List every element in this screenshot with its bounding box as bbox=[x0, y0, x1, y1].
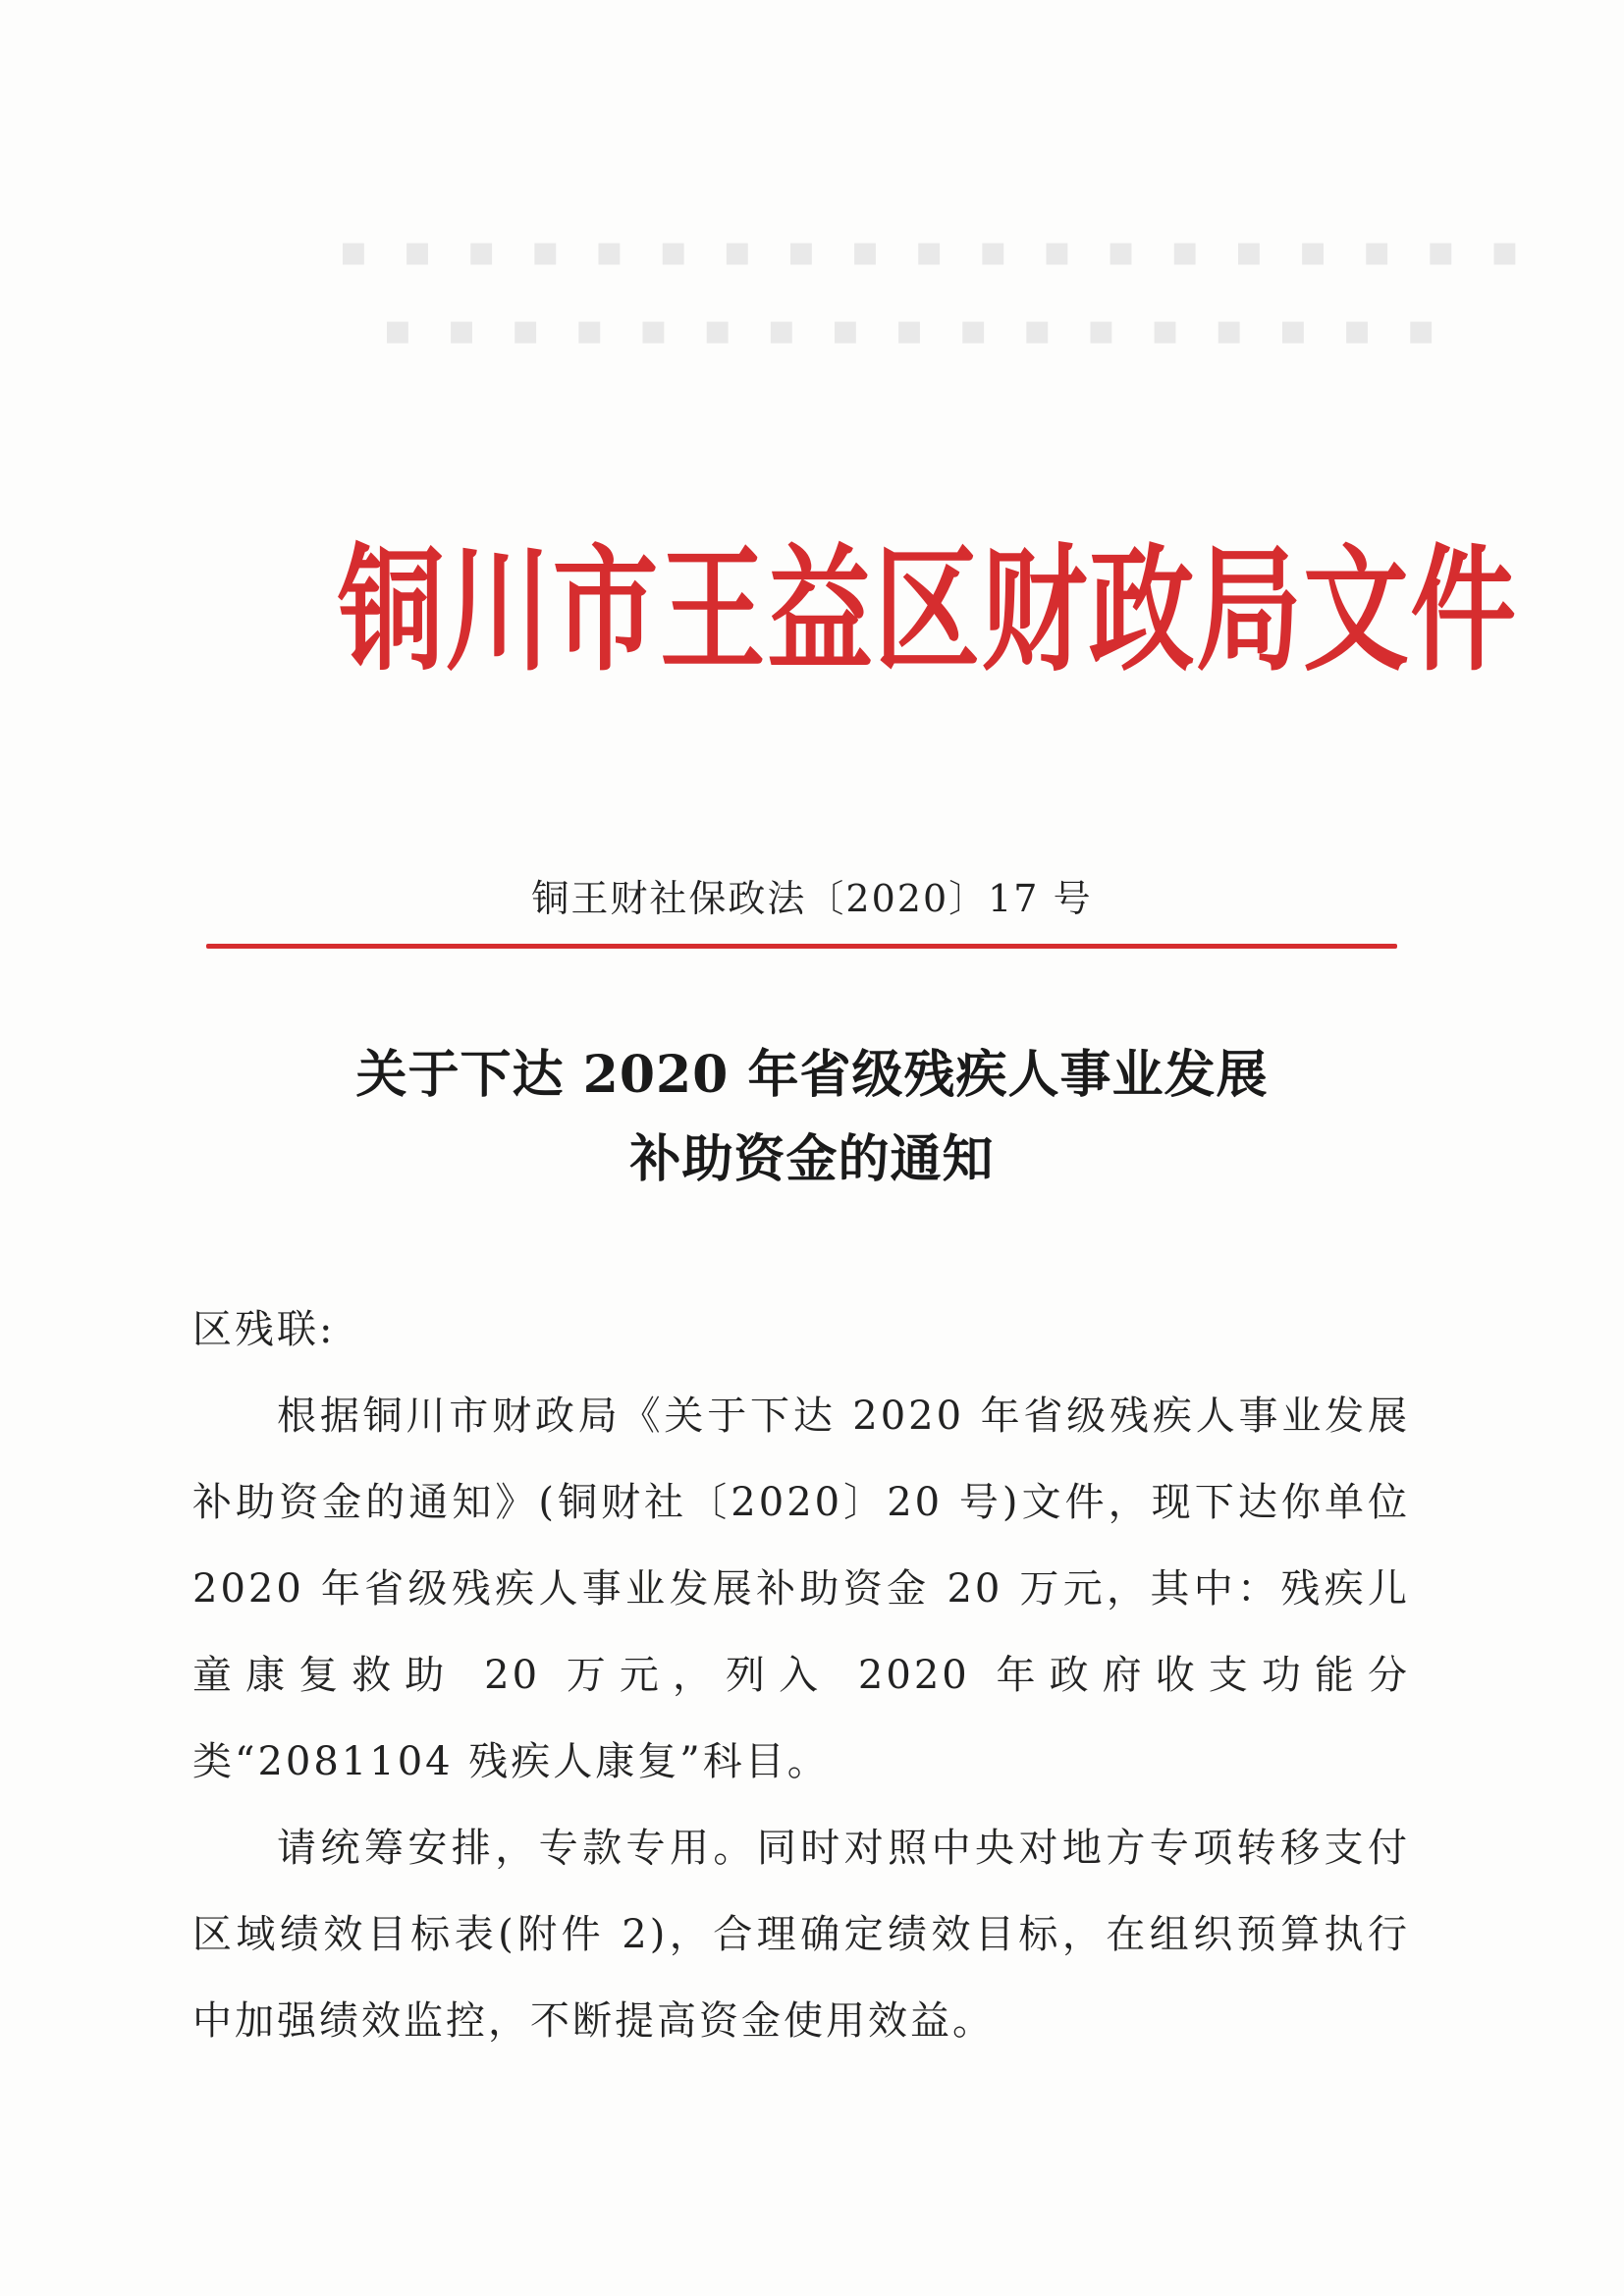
paragraph-1: 根据铜川市财政局《关于下达 2020 年省级残疾人事业发展补助资金的通知》(铜财社〔2020〕20 号)文件，现下达你单位 2020 年省级残疾人事业发展补助资金 20 万元，其中：残疾儿童康复救助 20 万元，列入 2020 年政府收支功能分类“2081104 残疾人康复”科目。 bbox=[192, 1394, 1410, 1784]
red-separator-line bbox=[206, 944, 1397, 949]
title-line-1: 关于下达 2020 年省级残疾人事业发展 bbox=[355, 1045, 1269, 1105]
bleed-through-text-decoration: ▪ ▪ ▪ ▪ ▪ ▪ ▪ ▪ ▪ ▪ ▪ ▪ ▪ ▪ ▪ ▪ ▪ bbox=[383, 304, 1446, 355]
title-line-2: 补助资金的通知 bbox=[629, 1129, 995, 1189]
paragraph-2: 请统筹安排，专款专用。同时对照中央对地方专项转移支付区域绩效目标表(附件 2)，合理确定绩效目标，在组织预算执行中加强绩效监控，不断提高资金使用效益。 bbox=[192, 1826, 1410, 2044]
salutation: 区残联: bbox=[192, 1307, 336, 1352]
document-number: 铜王财社保政法〔2020〕17 号 bbox=[531, 877, 1093, 920]
bleed-through-text-decoration: ▪ ▪ ▪ ▪ ▪ ▪ ▪ ▪ ▪ ▪ ▪ ▪ ▪ ▪ ▪ ▪ ▪ ▪ ▪ bbox=[339, 226, 1530, 276]
document-title bbox=[0, 1033, 1624, 1202]
document-body bbox=[192, 1286, 1410, 2064]
masthead-title: 铜川市王益区财政局文件 bbox=[338, 532, 1518, 690]
document-masthead bbox=[226, 532, 1518, 690]
